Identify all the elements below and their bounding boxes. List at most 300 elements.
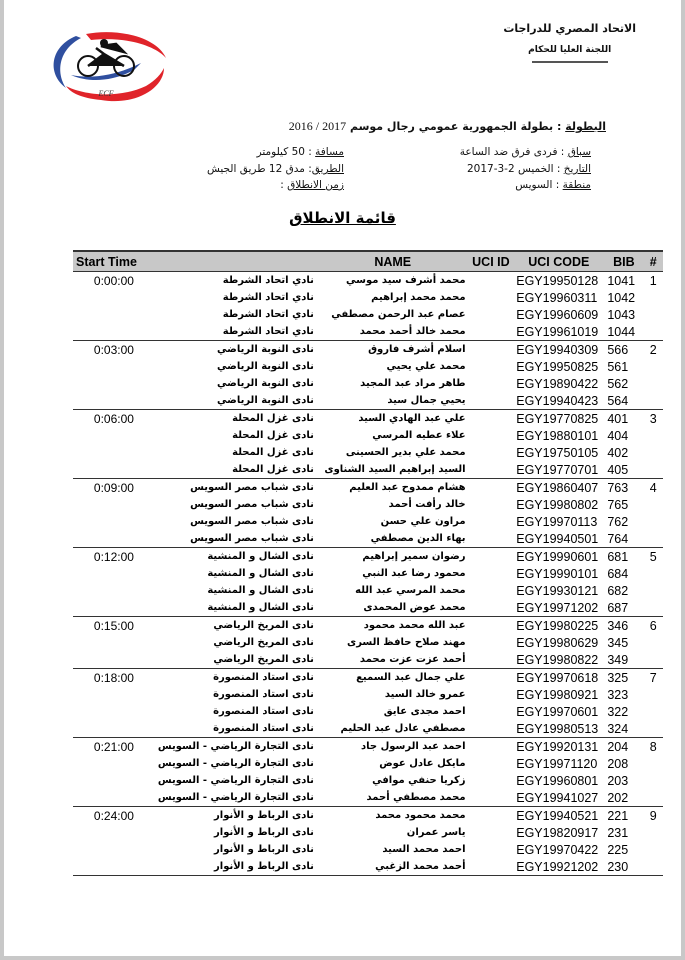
rider-name-cell: محمود رضا عبد النبي (362, 568, 466, 579)
club-cell: نادى استاد المنصورة (213, 723, 314, 734)
uci-code-cell: EGY19770825 (513, 410, 604, 428)
uci-code-cell: EGY19770701 (516, 462, 599, 477)
rider-name-cell: محمد علي بدير الحسينى (345, 447, 466, 458)
table-row (73, 824, 663, 841)
rider-name-cell: علاء عطيه المرسي (372, 430, 466, 441)
bib-cell: 765 (607, 497, 629, 512)
route-line: الطريق: مدق 12 طريق الجيش (206, 163, 344, 175)
start-time-cell (73, 513, 155, 530)
team-number-cell (643, 392, 663, 410)
bib-cell: 345 (607, 635, 629, 650)
club-cell: نادى غزل المحلة (232, 430, 314, 441)
club-cell: نادى المريخ الرياضي (155, 617, 317, 635)
uci-code-cell: EGY19990101 (516, 566, 599, 581)
start-time-cell (73, 772, 155, 789)
club-cell: نادى الرباط و الأنوار (155, 858, 317, 876)
region-value: السويس (515, 179, 553, 191)
rider-name-cell: محمد أشرف سيد موسي (317, 272, 469, 290)
start-time-cell (73, 858, 155, 876)
uci-code-cell: EGY19930121 (516, 583, 599, 598)
bib-cell: 1041 (604, 272, 643, 290)
rider-name-cell: محمد محمد إبراهيم (371, 292, 466, 303)
championship-line: البطولة : بطولة الجمهورية عمومي رجال موسم 2017 / 2016 (288, 119, 606, 133)
rider-name-cell: محمد المرسي عبد الله (355, 585, 466, 596)
table-row (73, 772, 663, 789)
start-time-cell: 0:03:00 (73, 341, 155, 359)
bib-cell: 1042 (607, 290, 636, 305)
uci-code-cell: EGY19940309 (513, 341, 604, 359)
team-number-cell (643, 444, 663, 461)
bib-cell: 764 (607, 531, 629, 546)
team-number-cell (643, 789, 663, 807)
team-number-cell (643, 375, 663, 392)
team-number-cell: 7 (643, 669, 663, 687)
team-number-cell (643, 651, 663, 669)
table-row (73, 858, 663, 876)
uci-code-cell: EGY19980225 (513, 617, 604, 635)
rider-name-cell: مراون علي حسن (380, 516, 466, 527)
start-time-cell (73, 841, 155, 858)
date-label: التاريخ (563, 163, 591, 175)
start-time-cell (73, 392, 155, 410)
uci-id-cell (469, 341, 514, 359)
uci-code-cell: EGY19980802 (516, 497, 599, 512)
start-time-label: زمن الانطلاق (287, 179, 344, 191)
uci-id-cell (469, 858, 514, 876)
table-row (73, 582, 663, 599)
uci-id-cell (469, 513, 514, 530)
uci-code-cell: EGY19970113 (516, 514, 598, 529)
bib-cell: 682 (607, 583, 629, 598)
team-number-cell (643, 841, 663, 858)
col-name: NAME (317, 251, 469, 272)
bib-cell: 681 (604, 548, 643, 566)
table-row (73, 289, 663, 306)
start-time-cell (73, 565, 155, 582)
start-time-cell (73, 582, 155, 599)
team-number-cell (643, 323, 663, 341)
rider-name-cell: خالد رأفت أحمد (388, 499, 466, 510)
bib-cell: 405 (607, 462, 629, 477)
uci-code-cell: EGY19980921 (516, 687, 599, 702)
start-time-cell: 0:21:00 (73, 738, 155, 756)
club-cell: نادى المريخ الرياضي (213, 637, 314, 648)
region-line: منطقة : السويس (515, 179, 591, 191)
rider-name-cell: أحمد عزت عزت محمد (359, 654, 466, 665)
bib-cell: 323 (607, 687, 629, 702)
uci-code-cell: EGY19940521 (513, 807, 604, 825)
uci-id-cell (469, 323, 514, 341)
distance-line: مسافة : 50 كيلومتر (256, 146, 344, 158)
committee-name: اللجنة العليا للحكام (528, 45, 612, 55)
uci-code-cell: EGY19820917 (516, 825, 599, 840)
club-cell: نادى استاد المنصورة (155, 669, 317, 687)
uci-code-cell: EGY19970422 (516, 842, 599, 857)
region-label: منطقة (562, 179, 591, 191)
rider-name-cell: احمد عبد الرسول جاد (317, 738, 469, 756)
table-row (73, 720, 663, 738)
uci-code-cell: EGY19960801 (516, 773, 599, 788)
rider-name-cell: مايكل عادل عوض (379, 758, 466, 769)
club-cell: نادى شباب مصر السويس (155, 479, 317, 497)
uci-id-cell (469, 272, 514, 290)
rider-name-cell: طاهر مراد عبد المجيد (360, 378, 466, 389)
table-row (73, 548, 663, 566)
rider-name-cell: محمد عوض المحمدى (363, 602, 466, 613)
uci-code-cell: EGY19960609 (516, 307, 599, 322)
bib-cell: 349 (607, 652, 629, 667)
club-cell: نادي اتحاد الشرطة (222, 292, 314, 303)
bib-cell: 404 (607, 428, 629, 443)
rider-name-cell: رضوان سمير إبراهيم (317, 548, 469, 566)
table-row (73, 841, 663, 858)
start-time-cell: 0:15:00 (73, 617, 155, 635)
rider-name-cell: بهاء الدين مصطفي (370, 533, 466, 544)
col-club (155, 251, 317, 272)
bib-cell: 230 (604, 858, 643, 876)
rider-name-cell: علي عبد الهادي السيد (317, 410, 469, 428)
uci-code-cell: EGY19961019 (516, 324, 599, 339)
start-time-cell: 0:12:00 (73, 548, 155, 566)
uci-code-cell: EGY19940423 (516, 393, 599, 408)
bib-cell: 566 (604, 341, 643, 359)
club-cell: نادى الشال و المنشية (155, 548, 317, 566)
club-cell: نادى النوبة الرياضي (217, 361, 314, 372)
table-row (73, 272, 663, 290)
rider-name-cell: مصطفي عادل عبد الحليم (340, 723, 466, 734)
club-cell: نادي اتحاد الشرطة (155, 272, 317, 290)
team-number-cell (643, 686, 663, 703)
col-num: # (643, 251, 663, 272)
table-row (73, 599, 663, 617)
start-time-cell (73, 461, 155, 479)
uci-code-cell: EGY19971120 (516, 756, 598, 771)
bib-cell: 562 (607, 376, 629, 391)
uci-id-cell (469, 617, 514, 635)
start-time-cell (73, 755, 155, 772)
rider-name-cell: زكريا حنفي موافي (372, 775, 466, 786)
start-time-cell: 0:09:00 (73, 479, 155, 497)
team-number-cell (643, 755, 663, 772)
bib-cell: 231 (607, 825, 629, 840)
club-cell: نادى شباب مصر السويس (190, 533, 314, 544)
season: 2017 / 2016 (288, 119, 347, 133)
start-time-cell (73, 789, 155, 807)
table-row (73, 738, 663, 756)
start-time-cell: 0:06:00 (73, 410, 155, 428)
team-number-cell (643, 306, 663, 323)
uci-id-cell (469, 530, 514, 548)
uci-code-cell: EGY19980822 (516, 652, 599, 667)
col-start-time: Start Time (73, 251, 155, 272)
table-row (73, 565, 663, 582)
uci-code-cell: EGY19941027 (516, 790, 599, 805)
team-number-cell (643, 720, 663, 738)
uci-id-cell (469, 461, 514, 479)
club-cell: نادى التجارة الرياضي - السويس (157, 775, 314, 786)
uci-id-cell (469, 444, 514, 461)
bib-cell: 1044 (607, 324, 636, 339)
uci-id-cell (469, 651, 514, 669)
list-title: قائمة الانطلاق (289, 209, 396, 227)
svg-text:ECF: ECF (98, 89, 114, 98)
start-list-table (73, 250, 663, 876)
uci-code-cell: EGY19960311 (516, 290, 598, 305)
table-header-row (73, 251, 663, 272)
distance-label: مسافة (315, 146, 344, 158)
table-row (73, 479, 663, 497)
bib-cell: 322 (607, 704, 629, 719)
start-time-cell (73, 375, 155, 392)
table-row (73, 703, 663, 720)
ecf-logo (46, 28, 171, 103)
rider-name-cell: احمد مجدى عايق (383, 706, 466, 717)
bib-cell: 687 (607, 600, 629, 615)
team-number-cell: 9 (643, 807, 663, 825)
uci-id-cell (469, 738, 514, 756)
uci-id-cell (469, 548, 514, 566)
start-time-cell (73, 824, 155, 841)
team-number-cell (643, 858, 663, 876)
rider-name-cell: احمد محمد السيد (382, 844, 466, 855)
uci-code-cell: EGY19970618 (513, 669, 604, 687)
start-time-cell (73, 599, 155, 617)
team-number-cell: 6 (643, 617, 663, 635)
uci-id-cell (469, 582, 514, 599)
club-cell: نادى النوبة الرياضي (217, 395, 314, 406)
uci-code-cell: EGY19980629 (516, 635, 599, 650)
team-number-cell (643, 513, 663, 530)
club-cell: نادى النوبة الرياضي (155, 341, 317, 359)
club-cell: نادى غزل المحلة (232, 464, 314, 475)
table-row (73, 341, 663, 359)
rider-name-cell: علي جمال عبد السميع (317, 669, 469, 687)
uci-id-cell (469, 565, 514, 582)
bib-cell: 325 (604, 669, 643, 687)
club-cell: نادى الشال و المنشية (207, 585, 314, 596)
club-cell: نادى غزل المحلة (155, 410, 317, 428)
rider-name-cell: يحيي جمال سيد (387, 395, 466, 406)
championship-value: بطولة الجمهورية عمومي رجال موسم (349, 120, 554, 133)
table-row (73, 807, 663, 825)
uci-id-cell (469, 789, 514, 807)
bib-cell: 561 (607, 359, 629, 374)
bib-cell: 763 (604, 479, 643, 497)
team-number-cell: 5 (643, 548, 663, 566)
club-cell: نادى استاد المنصورة (213, 706, 314, 717)
club-cell: نادى شباب مصر السويس (190, 499, 314, 510)
col-uci-id: UCI ID (469, 251, 514, 272)
uci-code-cell: EGY19890422 (516, 376, 599, 391)
rider-name-cell: السيد إبراهيم السيد الشناوى (324, 464, 466, 475)
route-value: مدق 12 طريق الجيش (206, 163, 305, 175)
bib-cell: 203 (607, 773, 629, 788)
club-cell: نادى شباب مصر السويس (190, 516, 314, 527)
rider-name-cell: عصام عبد الرحمن مصطفي (331, 309, 466, 320)
team-number-cell (643, 599, 663, 617)
table-row (73, 323, 663, 341)
start-time-cell (73, 306, 155, 323)
club-cell: نادى المريخ الرياضي (213, 654, 314, 665)
team-number-cell (643, 634, 663, 651)
team-number-cell: 3 (643, 410, 663, 428)
rider-name-cell: مهند صلاح حافظ السرى (347, 637, 466, 648)
rider-name-cell: عبد الله محمد محمود (317, 617, 469, 635)
rider-name-cell: هشام ممدوح عبد العليم (317, 479, 469, 497)
org-name: الاتحاد المصري للدراجات (503, 22, 636, 35)
uci-id-cell (469, 772, 514, 789)
table-row (73, 496, 663, 513)
uci-code-cell: EGY19920131 (513, 738, 604, 756)
uci-id-cell (469, 807, 514, 825)
uci-code-cell: EGY19921202 (513, 858, 604, 876)
bib-cell: 762 (607, 514, 629, 529)
date-value: الخميس 2-3-2017 (466, 163, 554, 175)
uci-code-cell: EGY19970601 (516, 704, 599, 719)
team-number-cell: 8 (643, 738, 663, 756)
uci-code-cell: EGY19990601 (513, 548, 604, 566)
start-time-cell (73, 530, 155, 548)
race-value: فردى فرق ضد الساعة (459, 146, 558, 158)
team-number-cell (643, 530, 663, 548)
rider-name-cell: عمرو خالد السيد (384, 689, 466, 700)
table-row (73, 789, 663, 807)
start-time-cell (73, 703, 155, 720)
club-cell: نادى غزل المحلة (232, 447, 314, 458)
table-row (73, 634, 663, 651)
bib-cell: 402 (607, 445, 629, 460)
uci-code-cell: EGY19750105 (516, 445, 599, 460)
table-row (73, 651, 663, 669)
table-row (73, 358, 663, 375)
uci-id-cell (469, 703, 514, 720)
start-time-cell: 0:18:00 (73, 669, 155, 687)
team-number-cell: 2 (643, 341, 663, 359)
table-row (73, 392, 663, 410)
start-time-cell (73, 686, 155, 703)
club-cell: نادي اتحاد الشرطة (222, 326, 314, 337)
club-cell: نادى النوبة الرياضي (217, 378, 314, 389)
bib-cell: 221 (604, 807, 643, 825)
rider-name-cell: اسلام أشرف فاروق (317, 341, 469, 359)
uci-id-cell (469, 289, 514, 306)
bib-cell: 564 (607, 393, 629, 408)
start-time-line: زمن الانطلاق : (280, 179, 344, 191)
header-divider (532, 61, 608, 63)
table-row (73, 669, 663, 687)
rider-name-cell: محمد مصطفي أحمد (366, 792, 466, 803)
uci-id-cell (469, 686, 514, 703)
team-number-cell (643, 772, 663, 789)
start-time-cell (73, 289, 155, 306)
club-cell: نادى الشال و المنشية (207, 602, 314, 613)
table-row (73, 306, 663, 323)
table-row (73, 513, 663, 530)
team-number-cell: 1 (643, 272, 663, 290)
uci-code-cell: EGY19950128 (513, 272, 604, 290)
team-number-cell: 4 (643, 479, 663, 497)
club-cell: نادى التجارة الرياضي - السويس (157, 792, 314, 803)
start-time-cell: 0:00:00 (73, 272, 155, 290)
date-line: التاريخ : الخميس 2-3-2017 (466, 163, 591, 175)
uci-id-cell (469, 375, 514, 392)
uci-id-cell (469, 824, 514, 841)
uci-id-cell (469, 634, 514, 651)
uci-code-cell: EGY19980513 (516, 721, 599, 736)
bib-cell: 1043 (607, 307, 636, 322)
table-row (73, 461, 663, 479)
uci-id-cell (469, 410, 514, 428)
distance-value: 50 كيلومتر (256, 146, 305, 158)
bib-cell: 202 (607, 790, 629, 805)
rider-name-cell: محمد علي يحيي (386, 361, 466, 372)
table-row (73, 427, 663, 444)
race-label: سباق (567, 146, 591, 158)
championship-label: البطولة (565, 120, 606, 133)
uci-code-cell: EGY19940501 (516, 531, 599, 546)
list-title-wrap (4, 208, 681, 227)
uci-id-cell (469, 306, 514, 323)
uci-id-cell (469, 427, 514, 444)
bib-cell: 346 (604, 617, 643, 635)
start-time-cell (73, 496, 155, 513)
uci-id-cell (469, 755, 514, 772)
team-number-cell (643, 582, 663, 599)
rider-name-cell: ياسر عمران (406, 827, 466, 838)
table-body (73, 272, 663, 876)
team-number-cell (643, 565, 663, 582)
bib-cell: 225 (607, 842, 629, 857)
route-label: الطريق (311, 163, 344, 175)
club-cell: نادى استاد المنصورة (213, 689, 314, 700)
col-uci-code: UCI CODE (513, 251, 604, 272)
table-row (73, 410, 663, 428)
table-row (73, 755, 663, 772)
bib-cell: 208 (607, 756, 629, 771)
uci-id-cell (469, 841, 514, 858)
table-row (73, 530, 663, 548)
club-cell: نادى التجارة الرياضي - السويس (157, 758, 314, 769)
team-number-cell (643, 427, 663, 444)
club-cell: نادى الرباط و الأنوار (214, 844, 314, 855)
uci-id-cell (469, 479, 514, 497)
team-number-cell (643, 703, 663, 720)
club-cell: نادى الرباط و الأنوار (214, 827, 314, 838)
team-number-cell (643, 289, 663, 306)
start-time-cell (73, 634, 155, 651)
uci-id-cell (469, 669, 514, 687)
team-number-cell (643, 496, 663, 513)
rider-name-cell: محمد خالد أحمد محمد (359, 326, 466, 337)
rider-name-cell: أحمد محمد الزغبي (317, 858, 469, 876)
uci-id-cell (469, 720, 514, 738)
uci-code-cell: EGY19880101 (516, 428, 599, 443)
team-number-cell (643, 824, 663, 841)
table-row (73, 375, 663, 392)
uci-code-cell: EGY19971202 (516, 600, 599, 615)
bib-cell: 204 (604, 738, 643, 756)
start-time-cell (73, 323, 155, 341)
race-line: سباق : فردى فرق ضد الساعة (459, 146, 591, 158)
rider-name-cell: محمد محمود محمد (317, 807, 469, 825)
start-time-cell (73, 720, 155, 738)
uci-id-cell (469, 496, 514, 513)
table-row (73, 444, 663, 461)
team-number-cell (643, 461, 663, 479)
club-cell: نادى التجارة الرياضي - السويس (155, 738, 317, 756)
uci-id-cell (469, 392, 514, 410)
table-row (73, 617, 663, 635)
